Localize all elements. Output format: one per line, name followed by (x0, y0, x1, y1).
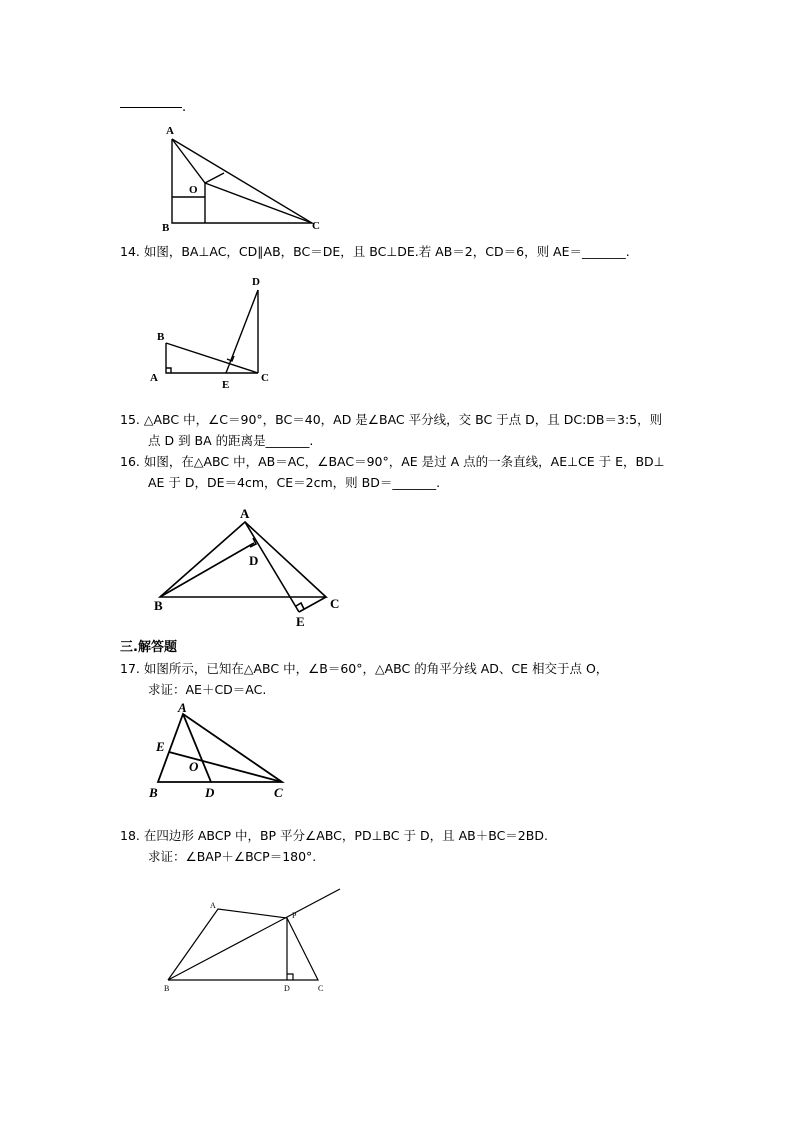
fig14-label-d: D (252, 276, 260, 288)
question-18-line2: 求证：∠BAP＋∠BCP＝180°. (148, 849, 317, 864)
question-16-line2: AE 于 D，DE＝4cm，CE＝2cm，则 BD＝_______. (148, 475, 441, 490)
question-17-line1: 17. 如图所示，已知在△ABC 中，∠B＝60°，△ABC 的角平分线 AD、CE 相交于点 O， (120, 661, 609, 676)
fig16-label-b: B (154, 598, 163, 613)
fig17-label-b: B (149, 785, 158, 800)
fig17-label-o: O (189, 759, 199, 774)
fig16-label-c: C (330, 596, 340, 611)
fig13-label-b: B (162, 222, 170, 234)
fig13-label-c: C (312, 220, 320, 232)
fig14-label-a: A (150, 372, 158, 384)
fig17-label-e: E (156, 739, 165, 754)
section-title-3: 三.解答题 (120, 640, 177, 655)
fig16-label-d: D (249, 553, 259, 568)
fig17-label-c: C (274, 785, 283, 800)
question-14: 14. 如图，BA⊥AC，CD∥AB，BC＝DE，且 BC⊥DE.若 AB＝2，CD＝6，则 AE＝_______. (120, 244, 630, 259)
question-18-line1: 18. 在四边形 ABCP 中，BP 平分∠ABC，PD⊥BC 于 D，且 AB＋BC＝2BD. (120, 828, 548, 843)
fig18-label-b: B (164, 984, 170, 993)
fig13-label-a: A (166, 125, 174, 137)
fig13-label-o: O (189, 184, 198, 196)
question-17-line2: 求证：AE＋CD＝AC. (148, 682, 267, 697)
question-15-line1: 15. △ABC 中，∠C＝90°，BC＝40，AD 是∠BAC 平分线，交 BC 于点 D，且 DC:DB＝3:5，则 (120, 412, 663, 427)
fig18-label-p: P (292, 911, 297, 920)
fig18-label-c: C (318, 984, 324, 993)
fig18-label-d: D (284, 984, 290, 993)
fig18-label-a: A (210, 901, 216, 910)
fig14-label-c: C (261, 372, 269, 384)
fig17-label-a: A (178, 700, 187, 715)
question-15-line2: 点 D 到 BA 的距离是_______. (148, 433, 314, 448)
fig14-label-e: E (222, 379, 230, 391)
fig17-label-d: D (205, 785, 215, 800)
answer-blank-period: . (182, 100, 187, 115)
fig16-label-e: E (296, 614, 305, 629)
question-16-line1: 16. 如图，在△ABC 中，AB＝AC，∠BAC＝90°，AE 是过 A 点的一条直线，AE⊥CE 于 E，BD⊥ (120, 454, 665, 469)
fig16-label-a: A (240, 506, 250, 521)
fig14-label-b: B (157, 331, 165, 343)
